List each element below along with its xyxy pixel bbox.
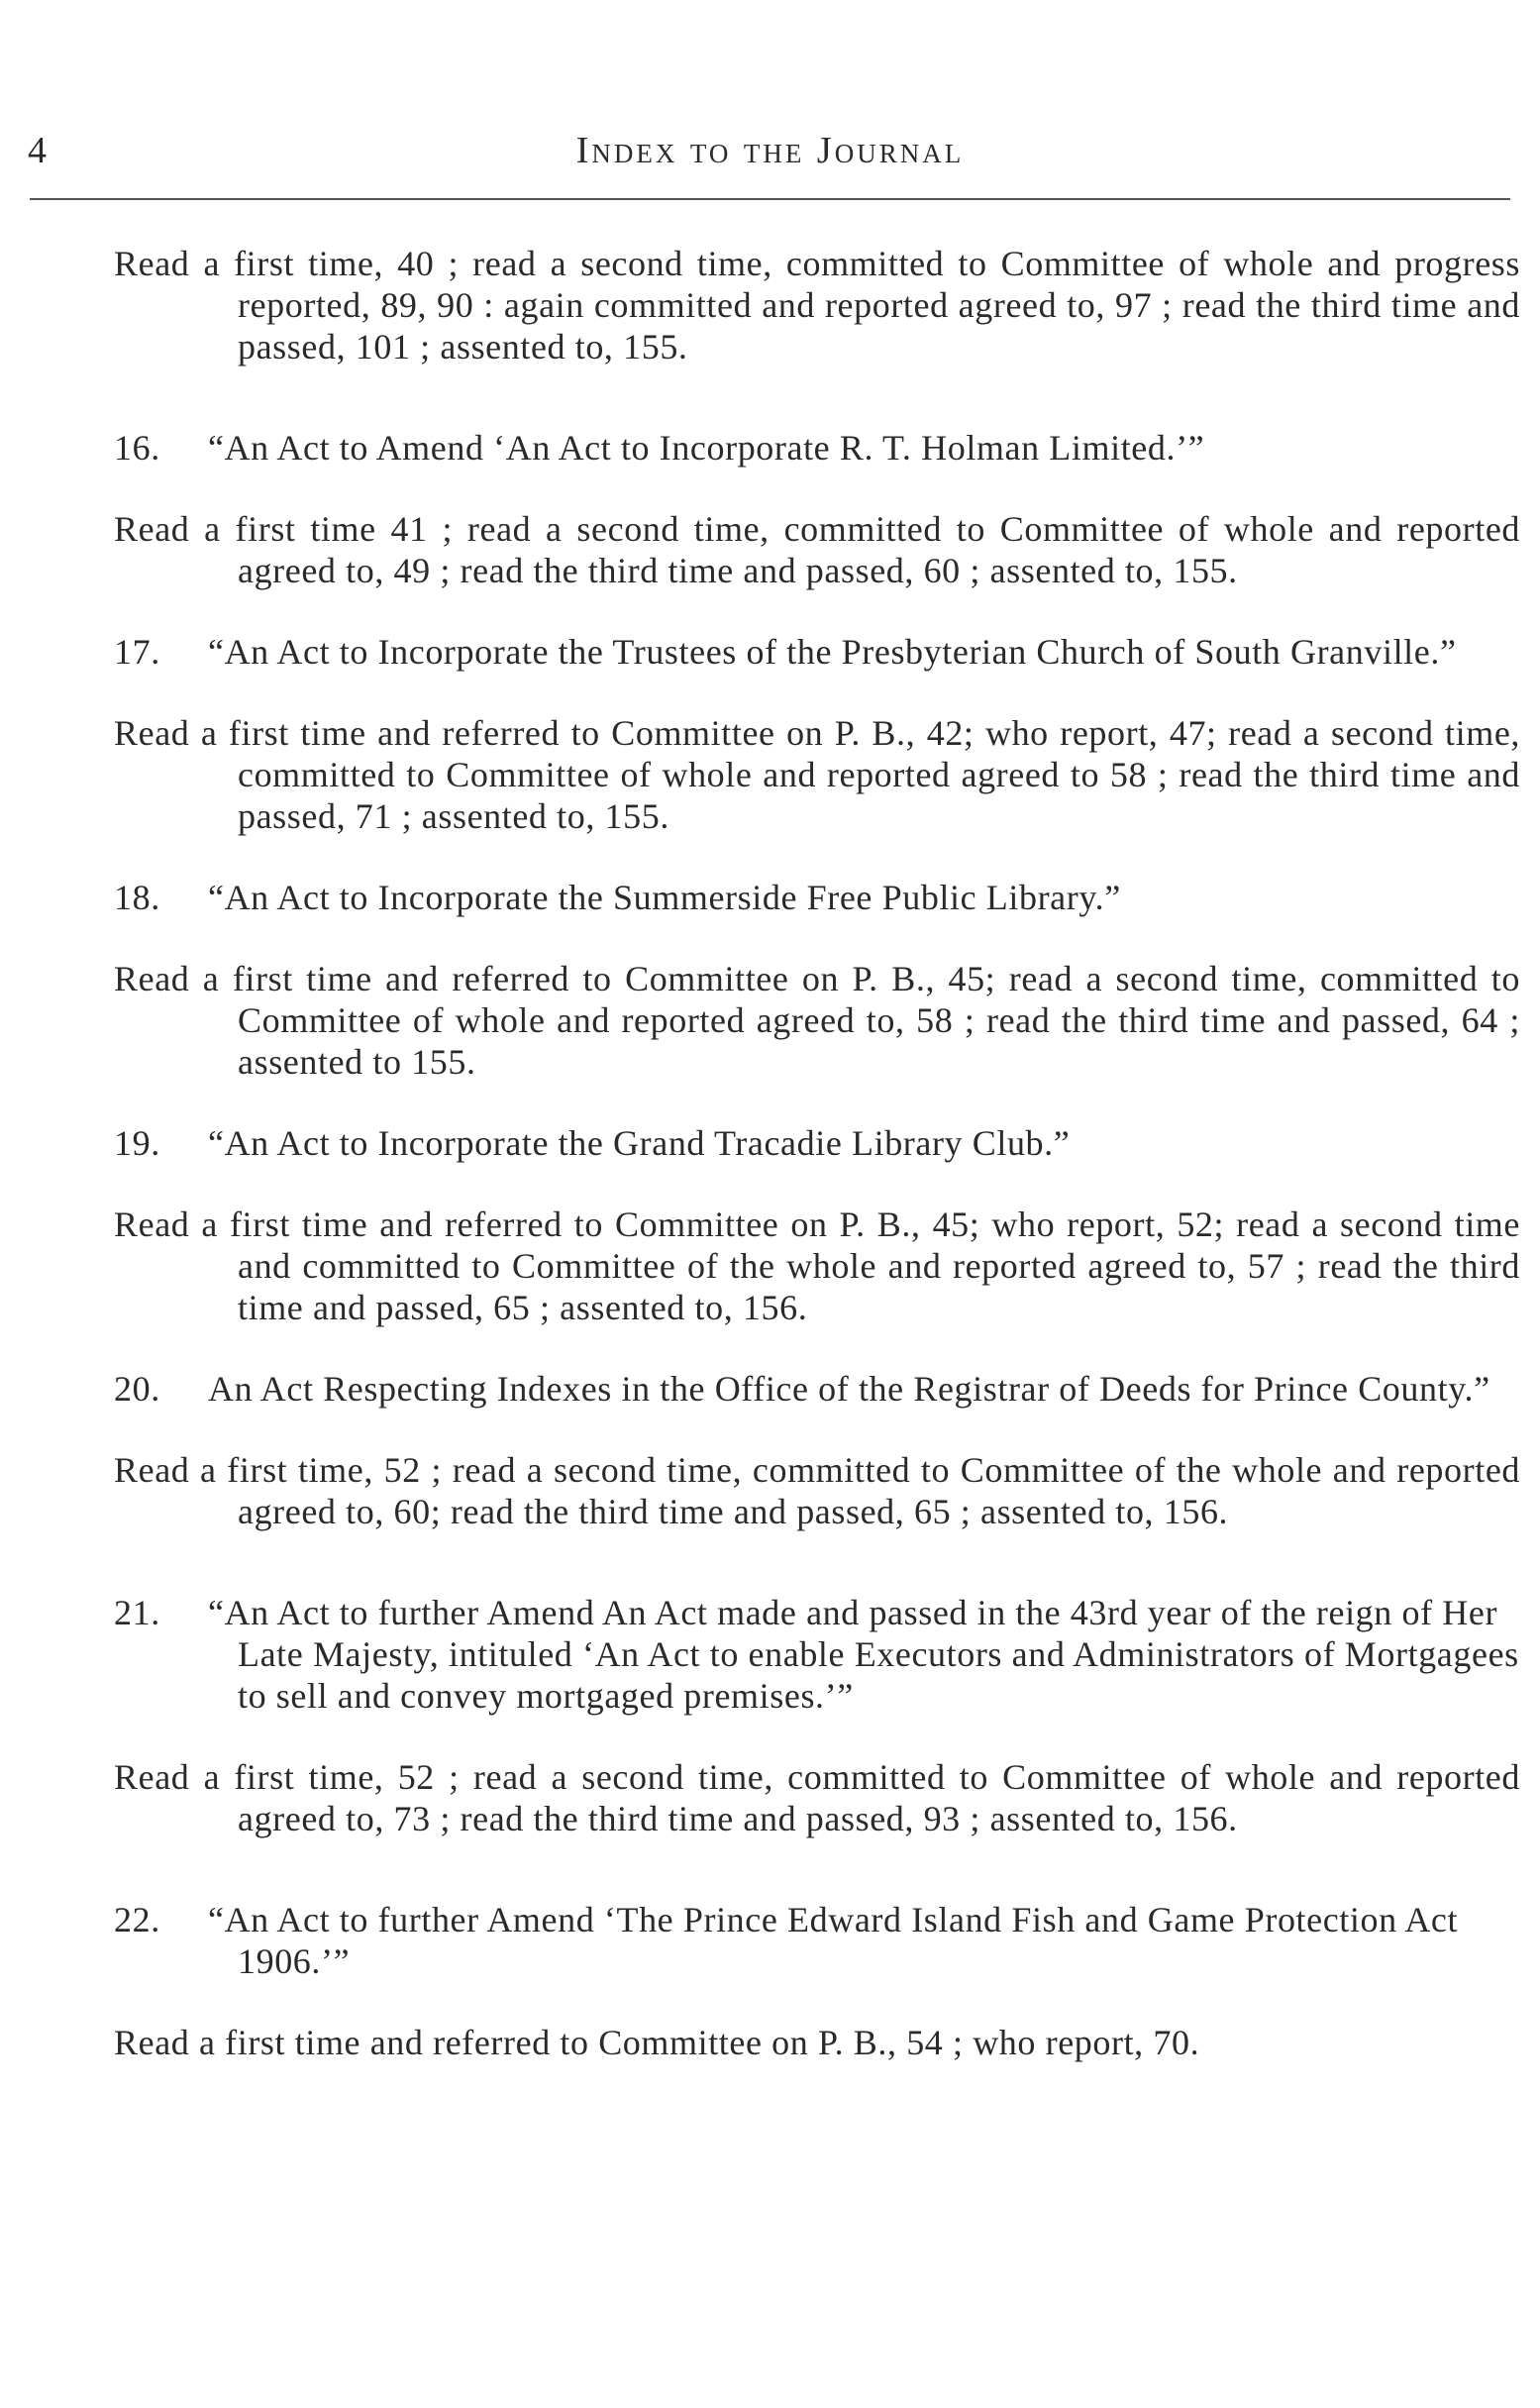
entry-proceedings: Read a first time and referred to Committee on P. B., 45; who report, 52; read a second time and committed to Committee of the whole and reported agreed to, 57 ; read the third time and passed, 65 ; assented to, 156. <box>114 1204 1520 1327</box>
entry-number: 19. <box>114 1123 160 1163</box>
entry-proceedings: Read a first time 41 ; read a second time, committed to Committee of whole and reported agreed to, 49 ; read the third time and passed, 60 ; assented to, 155. <box>114 509 1520 590</box>
entry-title-text: “An Act to further Amend An Act made and passed in the 43rd year of the reign of Her Late Majesty, intituled ‘An Act to enable Executors and Administrators of Mortgagees to sell and convey mortgaged premises.’” <box>208 1593 1519 1716</box>
page-header <box>0 117 1540 176</box>
entry-proceedings: Read a first time and referred to Committee on P. B., 54 ; who report, 70. <box>114 2023 1200 2062</box>
entry-title-text: “An Act to further Amend ‘The Prince Edward Island Fish and Game Protection Act 1906.’” <box>208 1900 1459 1981</box>
entry-proceedings: Read a first time, 52 ; read a second time, committed to Committee of the whole and reported agreed to, 60; read the third time and passed, 65 ; assented to, 156. <box>114 1450 1520 1531</box>
entry-number: 22. <box>114 1900 160 1939</box>
entry-title <box>114 1122 1520 1164</box>
index-content <box>114 243 1520 2103</box>
entry-proceedings: Read a first time, 52 ; read a second time, committed to Committee of whole and reported agreed to, 73 ; read the third time and passed, 93 ; assented to, 156. <box>114 1757 1520 1838</box>
entry-title <box>114 1592 1520 1717</box>
entry-proceedings: Read a first time, 40 ; read a second time, committed to Committee of whole and progress reported, 89, 90 : again committed and reported agreed to, 97 ; read the third time and passed, 101 ; assented to, 155. <box>114 244 1520 366</box>
entry-title-text: “An Act to Amend ‘An Act to Incorporate R. T. Holman Limited.’” <box>208 428 1205 468</box>
entry-title-text: “An Act to Incorporate the Summerside Free Public Library.” <box>208 878 1121 917</box>
entry-title <box>114 1899 1520 1982</box>
entry-number: 16. <box>114 428 160 468</box>
entry-number: 18. <box>114 878 160 917</box>
running-title: Index to the Journal <box>575 130 965 171</box>
header-rule <box>30 198 1510 200</box>
entry-title <box>114 427 1520 469</box>
entry-number: 21. <box>114 1593 160 1632</box>
entry-title-text: “An Act to Incorporate the Trustees of the Presbyterian Church of South Granville.” <box>208 632 1457 672</box>
entry-title-text: “An Act to Incorporate the Grand Tracadie Library Club.” <box>208 1123 1071 1163</box>
entry-number: 20. <box>114 1369 160 1409</box>
entry-title <box>114 631 1520 673</box>
entry-proceedings: Read a first time and referred to Committee on P. B., 42; who report, 47; read a second time, committed to Committee of whole and reported agreed to 58 ; read the third time and passed, 71 ; assented to, 155. <box>114 713 1520 836</box>
page-number: 4 <box>28 130 47 171</box>
entry-proceedings: Read a first time and referred to Committee on P. B., 45; read a second time, committed to Committee of whole and reported agreed to, 58 ; read the third time and passed, 64 ; assented to 155. <box>114 959 1520 1082</box>
entry-number: 17. <box>114 632 160 672</box>
entry-title <box>114 1368 1520 1410</box>
entry-title <box>114 877 1520 918</box>
entry-title-text: An Act Respecting Indexes in the Office of the Registrar of Deeds for Prince County.” <box>208 1369 1490 1409</box>
